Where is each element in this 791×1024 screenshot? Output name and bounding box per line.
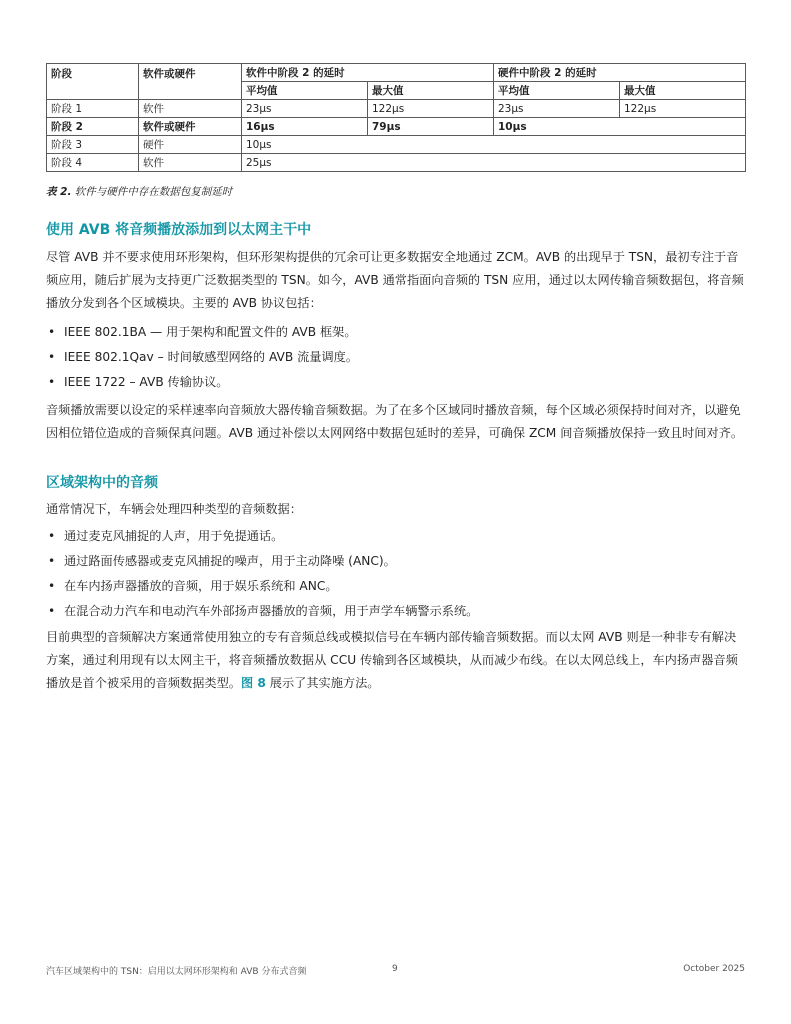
cell-type: 软件或硬件 xyxy=(139,118,242,136)
footer-date: October 2025 xyxy=(683,964,745,974)
cell-type: 软件 xyxy=(139,100,242,118)
page-number: 9 xyxy=(392,964,398,974)
paragraph-tail: 展示了其实施方法。 xyxy=(265,676,380,690)
list-item-text: IEEE 802.1BA — 用于架构和配置文件的 AVB 框架。 xyxy=(64,325,357,339)
caption-label: 表 2. xyxy=(46,186,72,198)
list-item-text: IEEE 1722 – AVB 传输协议。 xyxy=(64,375,229,389)
table-row xyxy=(47,154,746,172)
list-item xyxy=(46,575,746,600)
list-item xyxy=(46,550,746,575)
cell-hw-max: 122µs xyxy=(620,100,746,118)
latency-table xyxy=(46,63,746,172)
list-item xyxy=(46,600,746,625)
avb-protocol-list xyxy=(46,321,746,396)
list-item-text: 通过路面传感器或麦克风捕捉的噪声，用于主动降噪 (ANC)。 xyxy=(64,554,396,568)
paragraph-text: 目前典型的音频解决方案通常使用独立的专有音频总线或模拟信号在车辆内部传输音频数据。而以太网 AVB 则是一种非专有解决方案，通过利用现有以太网主干，将音频播放数据从 CCU 传输到各区域模块，从而减少布线。在以太网总线上，车内扬声器音频播放是首个被采用的音频数据类型。 xyxy=(46,630,738,690)
bullet-icon: • xyxy=(48,375,56,389)
cell-hw-avg: 23µs xyxy=(494,100,620,118)
table-row xyxy=(47,136,746,154)
table-row xyxy=(47,100,746,118)
header-stage: 阶段 xyxy=(47,64,139,100)
list-item-text: 在车内扬声器播放的音频，用于娱乐系统和 ANC。 xyxy=(64,579,338,593)
audio-type-list xyxy=(46,525,746,625)
cell-sw-max: 79µs xyxy=(368,118,494,136)
header-sw-max: 最大值 xyxy=(368,82,494,100)
cell-value: 25µs xyxy=(242,154,746,172)
bullet-icon: • xyxy=(48,604,56,618)
cell-stage: 阶段 2 xyxy=(47,118,139,136)
list-item-text: 在混合动力汽车和电动汽车外部扬声器播放的音频，用于声学车辆警示系统。 xyxy=(64,604,479,618)
cell-type: 软件 xyxy=(139,154,242,172)
section-heading-avb: 使用 AVB 将音频播放添加到以太网主干中 xyxy=(46,222,312,238)
bullet-icon: • xyxy=(48,579,56,593)
cell-stage: 阶段 3 xyxy=(47,136,139,154)
footer-title: 汽车区域架构中的 TSN：启用以太网环形架构和 AVB 分布式音频 xyxy=(46,967,307,977)
header-hw-avg: 平均值 xyxy=(494,82,620,100)
table-row xyxy=(47,118,746,136)
header-hw-latency: 硬件中阶段 2 的延时 xyxy=(494,64,746,82)
figure-8-link[interactable]: 图 8 xyxy=(241,676,266,690)
caption-text: 软件与硬件中存在数据包复制延时 xyxy=(71,186,233,198)
paragraph-audio-solutions xyxy=(46,626,746,695)
cell-stage: 阶段 1 xyxy=(47,100,139,118)
cell-sw-avg: 16µs xyxy=(242,118,368,136)
bullet-icon: • xyxy=(48,350,56,364)
list-item xyxy=(46,525,746,550)
cell-hw-avg: 10µs xyxy=(494,118,746,136)
header-sw-or-hw: 软件或硬件 xyxy=(139,64,242,100)
list-item xyxy=(46,346,746,371)
paragraph-avb-intro: 尽管 AVB 并不要求使用环形架构，但环形架构提供的冗余可让更多数据安全地通过 ZCM。AVB 的出现早于 TSN，最初专注于音频应用，随后扩展为支持更广泛数据类型的 TSN。如今，AVB 通常指面向音频的 TSN 应用，通过以太网传输音频数据包，将音频播放分发到各个区域模块。主要的 AVB 协议包括： xyxy=(46,250,744,310)
section-heading-zonal-audio: 区域架构中的音频 xyxy=(46,475,158,491)
cell-stage: 阶段 4 xyxy=(47,154,139,172)
cell-sw-max: 122µs xyxy=(368,100,494,118)
header-sw-latency: 软件中阶段 2 的延时 xyxy=(242,64,494,82)
cell-sw-avg: 23µs xyxy=(242,100,368,118)
header-hw-max: 最大值 xyxy=(620,82,746,100)
bullet-icon: • xyxy=(48,325,56,339)
header-sw-avg: 平均值 xyxy=(242,82,368,100)
table-header-row xyxy=(47,64,746,82)
table-caption xyxy=(46,184,232,199)
list-item-text: IEEE 802.1Qav – 时间敏感型网络的 AVB 流量调度。 xyxy=(64,350,359,364)
bullet-icon: • xyxy=(48,554,56,568)
cell-type: 硬件 xyxy=(139,136,242,154)
bullet-icon: • xyxy=(48,529,56,543)
cell-value: 10µs xyxy=(242,136,746,154)
paragraph-audio-types-intro: 通常情况下，车辆会处理四种类型的音频数据： xyxy=(46,502,302,516)
paragraph-avb-sync: 音频播放需要以设定的采样速率向音频放大器传输音频数据。为了在多个区域同时播放音频，每个区域必须保持时间对齐，以避免因相位错位造成的音频保真问题。AVB 通过补偿以太网网络中数据包延时的差异，可确保 ZCM 间音频播放保持一致且时间对齐。 xyxy=(46,403,744,440)
list-item xyxy=(46,371,746,396)
list-item-text: 通过麦克风捕捉的人声，用于免提通话。 xyxy=(64,529,284,543)
list-item xyxy=(46,321,746,346)
